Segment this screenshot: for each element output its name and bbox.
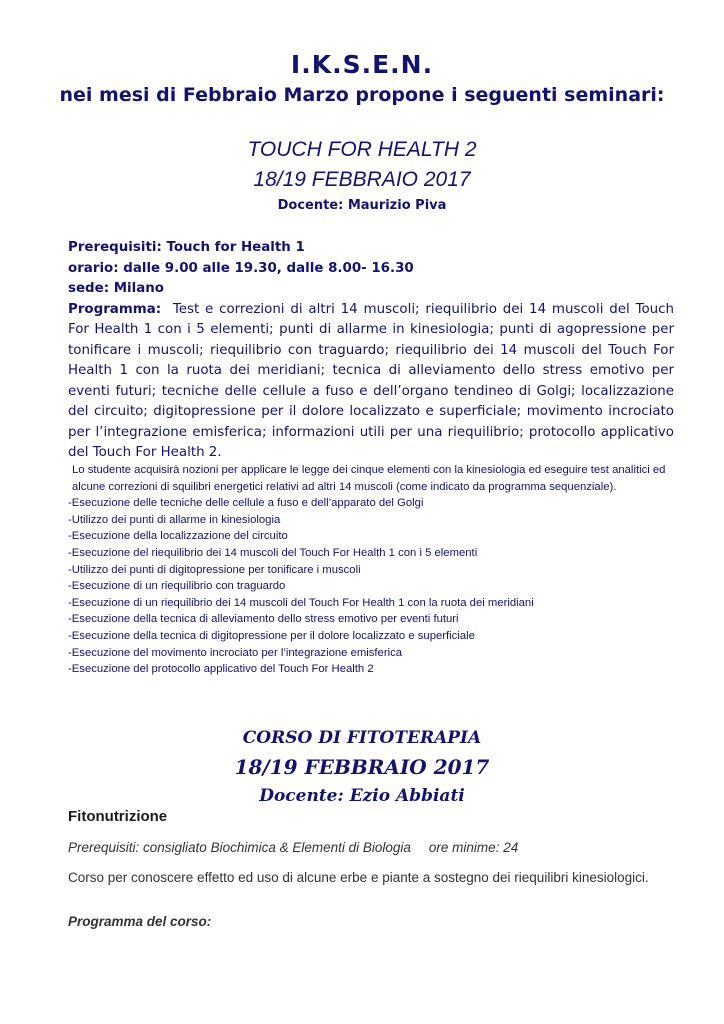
course2-prereq: Prerequisiti: consigliato Biochimica & Elementi di Biologia xyxy=(68,840,411,855)
course2-title: CORSO DI FITOTERAPIA xyxy=(242,728,482,748)
course2-prereq-line xyxy=(68,840,518,855)
course1-programma-label: Programma: xyxy=(68,301,162,317)
list-item: -Esecuzione delle tecniche delle cellule a fuso e dell’apparato del Golgi xyxy=(68,497,424,510)
course1-orario: orario: dalle 9.00 alle 19.30, dalle 8.00- 16.30 xyxy=(68,260,414,276)
course2-date: 18/19 FEBBRAIO 2017 xyxy=(234,755,490,779)
list-item: -Esecuzione della localizzazione del circuito xyxy=(68,530,288,543)
list-item: -Esecuzione della tecnica di alleviamento dello stress emotivo per eventi futuri xyxy=(68,613,459,626)
course2-programma-heading: Programma del corso: xyxy=(68,914,212,929)
course1-sede: sede: Milano xyxy=(68,281,165,296)
course2-ore: ore minime: 24 xyxy=(428,840,519,855)
course1-programma-text: Test e correzioni di altri 14 muscoli; riequilibrio dei 14 muscoli del Touch For Health 1 con i 5 elementi; punti di allarme in kinesiologia; punti di agopressione per tonificare i muscoli; riequilibrio con traguardo; riequilibrio dei 14 muscoli del Touch For Health 1 con la ruota dei meridiani; tecnica di alleviamento dello stress emotivo per eventi futuri; tecniche delle cellule a fuso e dell’organo tendineo di Golgi; localizzazione del circuito; digitopressione per il dolore localizzato e superficiale; movimento incrociato per l’integrazione emisferica; informazioni utili per una riequilibrio; protocollo applicativo del Touch For Health 2. xyxy=(68,301,674,460)
course1-prereq: Prerequisiti: Touch for Health 1 xyxy=(68,240,305,255)
course2-description: Corso per conoscere effetto ed uso di alcune erbe e piante a sostegno dei riequilibri kinesiologici. xyxy=(68,870,649,885)
org-title: I.K.S.E.N. xyxy=(290,50,434,79)
list-item: -Esecuzione di un riequilibrio dei 14 muscoli del Touch For Health 1 con la ruota dei meridiani xyxy=(68,596,534,609)
list-item: -Esecuzione di un riequilibrio con traguardo xyxy=(68,580,286,593)
course1-objectives xyxy=(68,462,680,678)
list-item: -Esecuzione della tecnica di digitopressione per il dolore localizzato e superficiale xyxy=(68,629,475,642)
course1-title: TOUCH FOR HEALTH 2 xyxy=(247,138,477,161)
course1-intro: Lo studente acquisirà nozioni per applicare le legge dei cinque elementi con la kinesiologia ed eseguire test analitici ed alcune correzioni di squilibri energetici relativi ad altri 14 muscoli (come indicato da programma sequenziale). xyxy=(72,464,666,493)
course1-details xyxy=(68,238,674,464)
course2-docente: Docente: Ezio Abbiati xyxy=(259,786,465,806)
course2-heading: Fitonutrizione xyxy=(68,808,168,825)
course1-date: 18/19 FEBBRAIO 2017 xyxy=(253,168,471,191)
course1-programma xyxy=(68,300,674,464)
list-item: -Esecuzione del protocollo applicativo del Touch For Health 2 xyxy=(68,663,374,676)
list-item: -Utilizzo dei punti di digitopressione per tonificare i muscoli xyxy=(68,563,361,576)
list-item: -Utilizzo dei punti di allarme in kinesiologia xyxy=(68,513,281,526)
list-item: -Esecuzione del riequilibrio dei 14 muscoli del Touch For Health 1 con i 5 elementi xyxy=(68,546,478,559)
page-subtitle: nei mesi di Febbraio Marzo propone i seguenti seminari: xyxy=(59,84,665,106)
list-item: -Esecuzione del movimento incrociato per l’integrazione emisferica xyxy=(68,646,403,659)
course1-docente: Docente: Maurizio Piva xyxy=(277,198,447,213)
